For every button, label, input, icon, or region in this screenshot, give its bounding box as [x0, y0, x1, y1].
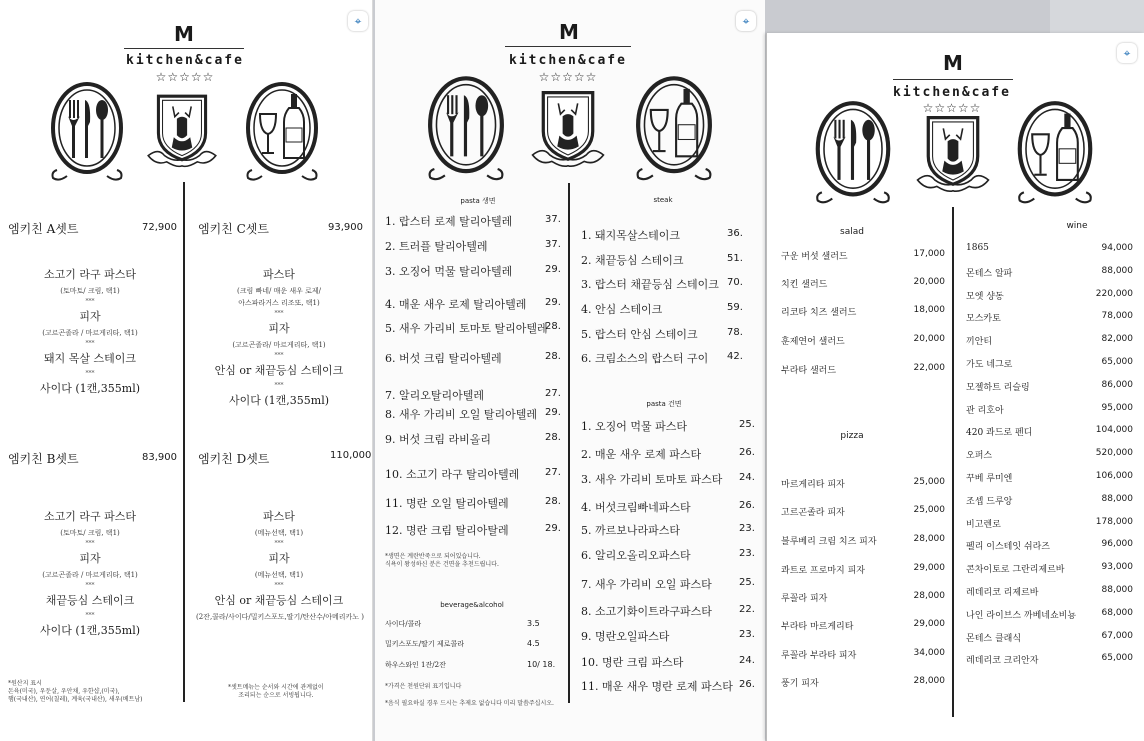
- salad-price: 22,000: [913, 363, 945, 373]
- pasta-fresh-price: 29.: [545, 297, 561, 308]
- wine-name: 모스카토: [966, 314, 1001, 324]
- wine-price: 65,000: [1101, 357, 1133, 367]
- wine-price: 96,000: [1101, 539, 1133, 549]
- steak-name: 3. 랍스터 채끝등심 스테이크: [581, 278, 719, 291]
- wine-name: 모젤하트 리슬링: [966, 383, 1030, 393]
- cutlery-oval-icon: [45, 78, 129, 188]
- pasta-dry-name: 3. 새우 가리비 토마토 파스타: [581, 473, 723, 486]
- salad-name: 리코타 치즈 샐러드: [781, 308, 857, 318]
- pasta-fresh-name: 2. 트러플 탈리아텔레: [385, 240, 488, 253]
- set-line-sub: (메뉴선택, 택1): [254, 529, 304, 537]
- wine-price: 94,000: [1101, 243, 1133, 253]
- set-line-dots: ***: [274, 582, 284, 589]
- pasta-dry-name: 8. 소고기화이트라구파스타: [581, 605, 712, 618]
- wine-bottle-oval-icon: [1011, 97, 1099, 211]
- pasta-fresh-name: 11. 명란 오일 탈리아텔레: [385, 497, 509, 510]
- brand-logo-letter: M: [174, 22, 194, 46]
- salad-price: 17,000: [913, 249, 945, 259]
- wine-name: 꾸베 루미엔: [966, 474, 1013, 484]
- wine-price: 520,000: [1095, 448, 1133, 458]
- steak-price: 59.: [727, 302, 743, 313]
- wine-name: 조셉 드루앙: [966, 497, 1013, 507]
- wine-bottle-oval-icon: [630, 72, 718, 188]
- steak-price: 70.: [727, 277, 743, 288]
- pasta-fresh-name: 8. 새우 가리비 오일 탈리아텔레: [385, 408, 537, 421]
- pasta-dry-price: 23.: [739, 523, 755, 534]
- set-line-sub: (토마토/ 크림, 택1): [60, 529, 120, 537]
- pizza-price: 29,000: [913, 563, 945, 573]
- allergy-note: *음식 필요하실 경우 드시는 추제요 없습니다 미리 말씀주십시오.: [385, 700, 554, 707]
- set-b-title: 엠키친 B셋트: [8, 452, 79, 466]
- wine-price: 86,000: [1101, 380, 1133, 390]
- set-line-dots: ***: [274, 352, 284, 359]
- set-line-sub: (고르곤졸라 / 마르게리타, 택1): [42, 571, 138, 579]
- cutlery-oval-icon: [422, 72, 510, 188]
- pasta-dry-name: 9. 명란오일파스타: [581, 630, 670, 643]
- set-line-dots: ***: [85, 370, 95, 377]
- set-line-dots: ***: [274, 310, 284, 317]
- pasta-dry-name: 1. 오징어 먹물 파스타: [581, 420, 687, 433]
- wine-name: 레데리코 크리안자: [966, 656, 1039, 666]
- pasta-fresh-price: 28.: [545, 321, 561, 332]
- pasta-fresh-price: 27.: [545, 467, 561, 478]
- steak-price: 78.: [727, 327, 743, 338]
- set-a-title: 엠키친 A셋트: [8, 222, 79, 236]
- set-line-dish: 소고기 라구 파스타: [43, 510, 136, 523]
- set-line-dish: 안심 or 채끝등심 스테이크: [214, 364, 344, 377]
- wine-price: 220,000: [1095, 289, 1133, 299]
- pasta-dry-name: 4. 버섯크림빠네파스타: [581, 501, 691, 514]
- salad-name: 부라타 샐러드: [781, 366, 837, 376]
- pasta-fresh-price: 28.: [545, 496, 561, 507]
- pizza-price: 28,000: [913, 676, 945, 686]
- column-divider: [568, 183, 570, 703]
- wine-name: 레데리코 리제르바: [966, 588, 1039, 598]
- wine-price: 88,000: [1101, 266, 1133, 276]
- pasta-fresh-name: 1. 랍스터 로제 탈리아텔레: [385, 215, 513, 228]
- pizza-price: 28,000: [913, 591, 945, 601]
- set-line-dish: 돼지 목살 스테이크: [43, 352, 136, 365]
- wine-name: 420 콰드로 펜디: [966, 428, 1033, 438]
- wine-price: 82,000: [1101, 334, 1133, 344]
- pasta-dry-price: 25.: [739, 577, 755, 588]
- salad-heading: salad: [840, 227, 864, 237]
- brand-name: kitchen&cafe: [509, 53, 627, 68]
- set-line-dish: 피자: [79, 310, 101, 323]
- wine-heading: wine: [1066, 221, 1088, 231]
- beverage-name: 사이다/콜라: [385, 620, 422, 628]
- pasta-fresh-price: 29.: [545, 407, 561, 418]
- wine-name: 펠리 이스테잇 쉬라즈: [966, 542, 1050, 552]
- set-line-sub: (메뉴선택, 택1): [254, 571, 304, 579]
- set-line-dots: ***: [85, 298, 95, 305]
- pasta-dry-name: 11. 매운 새우 명란 로제 파스타: [581, 680, 733, 693]
- set-line-sub: (2잔,콜라/사이다/밀키스포도,딸기/탄산수/아메리카노 ): [196, 613, 365, 621]
- pasta-dry-name: 6. 알리오올리오파스타: [581, 549, 691, 562]
- set-d-title: 엠키친 D셋트: [198, 452, 270, 466]
- set-line-dish: 파스타: [263, 268, 295, 281]
- set-c-title: 엠키친 C셋트: [198, 222, 269, 236]
- pizza-price: 28,000: [913, 534, 945, 544]
- salad-price: 18,000: [913, 305, 945, 315]
- wine-name: 관 리호아: [966, 406, 1004, 416]
- set-line-sub: 아스파라거스 리조또, 택1): [238, 299, 320, 307]
- set-line-dots: ***: [85, 612, 95, 619]
- brand-name: kitchen&cafe: [126, 53, 244, 68]
- set-line-dish: 사이다 (1캔,355ml): [228, 394, 330, 407]
- pasta-dry-price: 26.: [739, 500, 755, 511]
- beverage-heading: beverage&alcohol: [440, 601, 504, 609]
- lens-scan-icon[interactable]: ⌖: [348, 11, 368, 31]
- pizza-name: 루꼴라 피자: [781, 594, 828, 604]
- price-unit-note: *가격은 천원단위 표기입니다: [385, 683, 462, 690]
- brand-divider: [505, 46, 631, 47]
- wine-name: 콘차이토로 그란리제르바: [966, 565, 1065, 575]
- set-line-dish: 소고기 라구 파스타: [43, 268, 136, 281]
- wine-price: 88,000: [1101, 585, 1133, 595]
- pasta-fresh-price: 29.: [545, 264, 561, 275]
- pizza-name: 고르곤졸라 피자: [781, 508, 845, 518]
- steak-price: 51.: [727, 253, 743, 264]
- lens-scan-icon[interactable]: ⌖: [736, 11, 756, 31]
- background-window: [1050, 0, 1144, 33]
- pasta-dry-price: 24.: [739, 655, 755, 666]
- steak-price: 42.: [727, 351, 743, 362]
- pizza-name: 풍기 피자: [781, 679, 819, 689]
- pasta-fresh-price: 29.: [545, 523, 561, 534]
- set-b-price: 83,900: [142, 452, 177, 463]
- beverage-price: 3.5: [527, 619, 540, 628]
- pasta-dry-price: 25.: [739, 419, 755, 430]
- set-line-dots: ***: [85, 582, 95, 589]
- set-line-dish: 안심 or 채끝등심 스테이크: [214, 594, 344, 607]
- pasta-dry-price: 26.: [739, 679, 755, 690]
- pasta-fresh-heading: pasta 생면: [460, 197, 496, 205]
- wine-bottle-oval-icon: [240, 78, 324, 188]
- set-line-dish: 피자: [79, 552, 101, 565]
- menu-page-pasta-steak: [375, 0, 765, 741]
- pizza-name: 블루베리 크림 치즈 피자: [781, 537, 877, 547]
- set-line-sub: (고르곤졸라/ 마르게리타, 택1): [232, 341, 326, 349]
- set-line-dots: ***: [85, 340, 95, 347]
- brand-stars: ☆☆☆☆☆: [922, 101, 982, 115]
- wine-price: 93,000: [1101, 562, 1133, 572]
- pasta-dry-heading: pasta 건면: [646, 400, 682, 408]
- pasta-fresh-name: 6. 버섯 크림 탈리아텔레: [385, 352, 502, 365]
- beverage-name: 하우스와인 1잔/2잔: [385, 661, 446, 669]
- pasta-fresh-name: 12. 명란 크림 탈리아탈레: [385, 524, 509, 537]
- steak-heading: steak: [653, 196, 673, 204]
- steak-price: 36.: [727, 228, 743, 239]
- beverage-price: 4.5: [527, 639, 540, 648]
- lens-scan-icon[interactable]: ⌖: [1117, 43, 1137, 63]
- steak-name: 6. 크림소스의 랍스터 구이: [581, 352, 709, 365]
- set-line-sub: (크림 빠네/ 매운 새우 로제/: [237, 287, 321, 295]
- pasta-fresh-name: 5. 새우 가리비 토마토 탈리아텔레: [385, 322, 548, 335]
- pizza-name: 루꼴라 부라타 피자: [781, 651, 857, 661]
- pasta-fresh-price: 27.: [545, 388, 561, 399]
- pizza-name: 부라타 마르게리타: [781, 622, 854, 632]
- wine-name: 끼안티: [966, 337, 993, 347]
- set-line-dish: 피자: [268, 552, 290, 565]
- pasta-dry-price: 23.: [739, 548, 755, 559]
- pizza-price: 29,000: [913, 619, 945, 629]
- menu-page-sets: [0, 0, 373, 741]
- brand-stars: ☆☆☆☆☆: [538, 70, 598, 84]
- pasta-dry-price: 23.: [739, 629, 755, 640]
- wine-name: 비고렌로: [966, 520, 1001, 530]
- beverage-name: 밀키스포도/딸기 제로콜라: [385, 640, 464, 648]
- pizza-price: 34,000: [913, 648, 945, 658]
- beverage-price: 10/ 18.: [527, 660, 556, 669]
- pasta-dry-price: 26.: [739, 447, 755, 458]
- pasta-dry-name: 5. 까르보나라파스타: [581, 524, 680, 537]
- set-line-dish: 피자: [268, 322, 290, 335]
- pasta-fresh-name: 7. 알리오탈리아텔레: [385, 389, 484, 402]
- pasta-fresh-price: 28.: [545, 351, 561, 362]
- salad-price: 20,000: [913, 334, 945, 344]
- set-line-dish: 채끝등심 스테이크: [45, 594, 135, 607]
- origin-note: *원산지 표시 돈육(미국), 우둔살, 우안채, 우한샵,(미국), 햄(국내산), 연어(칠레), 계육(국내산), 새우(베트남): [8, 680, 143, 703]
- pizza-price: 25,000: [913, 477, 945, 487]
- steak-name: 5. 랍스터 안심 스테이크: [581, 328, 698, 341]
- pizza-price: 25,000: [913, 505, 945, 515]
- set-line-dots: ***: [85, 540, 95, 547]
- pasta-fresh-price: 37.: [545, 239, 561, 250]
- pizza-name: 마르게리타 피자: [781, 480, 845, 490]
- set-line-sub: (고르곤졸라 / 마르게리타, 택1): [42, 329, 138, 337]
- wine-name: 가도 네그로: [966, 360, 1013, 370]
- brand-divider: [124, 48, 244, 49]
- column-divider: [183, 182, 185, 702]
- brand-divider: [893, 79, 1013, 80]
- steak-name: 2. 채끝등심 스테이크: [581, 254, 684, 267]
- brand-stars: ☆☆☆☆☆: [155, 70, 215, 84]
- wine-price: 78,000: [1101, 311, 1133, 321]
- pasta-dry-name: 10. 명란 크림 파스타: [581, 656, 684, 669]
- column-divider: [952, 207, 954, 717]
- wine-name: 1865: [966, 243, 989, 253]
- cutlery-oval-icon: [809, 97, 897, 211]
- menu-page-salad-pizza-wine: [766, 33, 1144, 741]
- deer-crest-icon: [905, 109, 1001, 195]
- set-line-dish: 사이다 (1캔,355ml): [39, 624, 141, 637]
- salad-name: 치킨 샐러드: [781, 280, 828, 290]
- set-c-price: 93,900: [328, 222, 363, 233]
- pizza-name: 콰트로 프로마지 피자: [781, 566, 865, 576]
- set-d-price: 110,000: [330, 450, 372, 461]
- pasta-fresh-price: 37.: [545, 214, 561, 225]
- deer-crest-icon: [136, 88, 228, 170]
- wine-name: 모엣 샹동: [966, 292, 1004, 302]
- set-a-price: 72,900: [142, 222, 177, 233]
- salad-price: 20,000: [913, 277, 945, 287]
- wine-name: 오퍼스: [966, 451, 993, 461]
- pasta-dry-name: 7. 새우 가리비 오일 파스타: [581, 578, 712, 591]
- wine-name: 몬테스 클래식: [966, 634, 1022, 644]
- wine-price: 104,000: [1095, 425, 1133, 435]
- set-line-dots: ***: [274, 540, 284, 547]
- salad-name: 구운 버섯 샐러드: [781, 252, 848, 262]
- wine-price: 88,000: [1101, 494, 1133, 504]
- brand-logo-letter: M: [559, 20, 579, 44]
- pasta-fresh-name: 3. 오징어 먹물 탈리아텔레: [385, 265, 513, 278]
- set-line-dish: 파스타: [263, 510, 295, 523]
- set-service-note: *셋트메뉴는 순서와 시간에 관계없이 조리되는 순으로 서빙됩니다.: [228, 684, 324, 699]
- steak-name: 1. 돼지목살스테이크: [581, 229, 680, 242]
- wine-price: 65,000: [1101, 653, 1133, 663]
- wine-price: 95,000: [1101, 403, 1133, 413]
- steak-name: 4. 안심 스테이크: [581, 303, 663, 316]
- wine-price: 178,000: [1095, 517, 1133, 527]
- wine-price: 67,000: [1101, 631, 1133, 641]
- brand-name: kitchen&cafe: [893, 85, 1011, 100]
- wine-name: 나인 라이브스 까베네쇼비뇽: [966, 611, 1077, 621]
- brand-logo-letter: M: [943, 51, 963, 75]
- set-line-dots: ***: [274, 382, 284, 389]
- set-line-dish: 사이다 (1캔,355ml): [39, 382, 141, 395]
- pasta-dry-price: 24.: [739, 472, 755, 483]
- pasta-fresh-name: 9. 버섯 크림 라비올리: [385, 433, 491, 446]
- fresh-pasta-note: *생면은 계란반죽으로 되어있습니다. 식욕이 왕성하신 분은 건면을 추천드립니다.: [385, 553, 499, 568]
- salad-name: 훈제연어 샐러드: [781, 337, 845, 347]
- pasta-fresh-price: 28.: [545, 432, 561, 443]
- wine-price: 106,000: [1095, 471, 1133, 481]
- wine-price: 68,000: [1101, 608, 1133, 618]
- pasta-fresh-name: 4. 매운 새우 로제 탈리아텔레: [385, 298, 527, 311]
- wine-name: 몬테스 알파: [966, 269, 1013, 279]
- pasta-fresh-name: 10. 소고기 라구 탈리아텔레: [385, 468, 520, 481]
- pizza-heading: pizza: [840, 431, 864, 441]
- pasta-dry-name: 2. 매운 새우 로제 파스타: [581, 448, 702, 461]
- pasta-dry-price: 22.: [739, 604, 755, 615]
- deer-crest-icon: [520, 84, 616, 170]
- set-line-sub: (토마토/ 크림, 택1): [60, 287, 120, 295]
